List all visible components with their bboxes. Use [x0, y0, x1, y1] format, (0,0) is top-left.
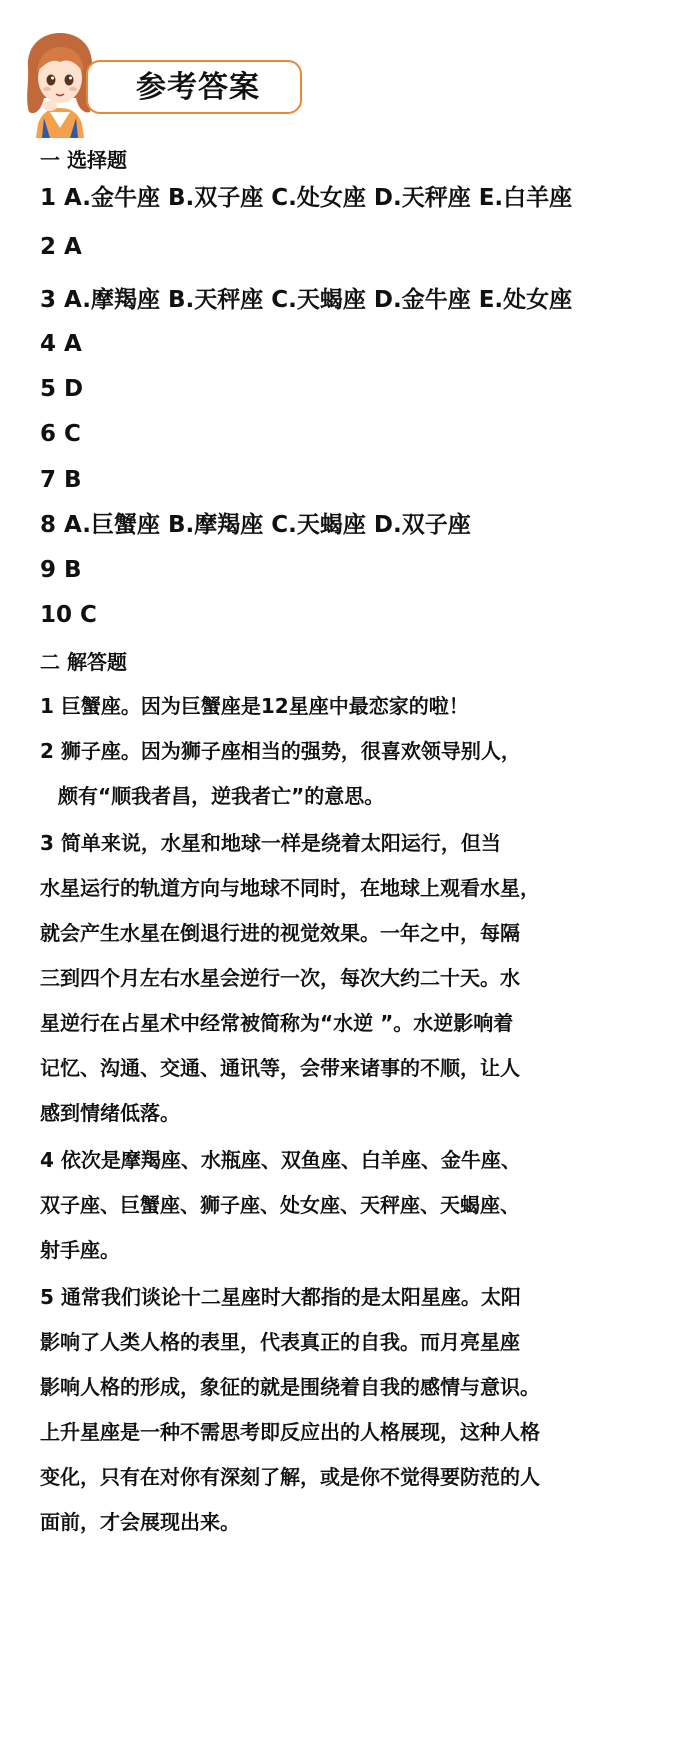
- essay-answer-3-line-3: 就会产生水星在倒退行进的视觉效果。一年之中，每隔: [40, 921, 520, 945]
- choice-answer-10: 10 C: [40, 602, 97, 628]
- page-title: 参考答案: [136, 70, 260, 105]
- choice-answer-4: 4 A: [40, 331, 82, 357]
- choice-answer-5: 5 D: [40, 376, 84, 402]
- essay-answer-3-line-6: 记忆、沟通、交通、通讯等，会带来诸事的不顺，让人: [40, 1056, 520, 1080]
- choice-answer-1: 1 A.金牛座 B.双子座 C.处女座 D.天秤座 E.白羊座: [40, 185, 573, 211]
- essay-answer-3-line-7: 感到情绪低落。: [40, 1101, 180, 1125]
- answer-header: [20, 28, 320, 138]
- essay-answer-4-line-2: 双子座、巨蟹座、狮子座、处女座、天秤座、天蝎座、: [40, 1193, 520, 1217]
- choice-answer-6: 6 C: [40, 421, 81, 447]
- essay-answer-3-line-4: 三到四个月左右水星会逆行一次，每次大约二十天。水: [40, 966, 520, 990]
- section-heading-essay: 二 解答题: [40, 650, 127, 674]
- essay-answer-1: 1 巨蟹座。因为巨蟹座是12星座中最恋家的啦！: [40, 694, 469, 718]
- essay-answer-3-line-1: 3 简单来说，水星和地球一样是绕着太阳运行，但当: [40, 831, 501, 855]
- choice-answer-7: 7 B: [40, 467, 82, 493]
- essay-answer-5-line-1: 5 通常我们谈论十二星座时大都指的是太阳星座。太阳: [40, 1285, 521, 1309]
- essay-answer-3-line-2: 水星运行的轨道方向与地球不同时，在地球上观看水星，: [40, 876, 540, 900]
- section-heading-choice: 一 选择题: [40, 148, 127, 172]
- essay-answer-5-line-2: 影响了人类人格的表里，代表真正的自我。而月亮星座: [40, 1330, 520, 1354]
- choice-answer-3: 3 A.摩羯座 B.天秤座 C.天蝎座 D.金牛座 E.处女座: [40, 287, 573, 313]
- essay-answer-4-line-1: 4 依次是摩羯座、水瓶座、双鱼座、白羊座、金牛座、: [40, 1148, 521, 1172]
- essay-answer-4-line-3: 射手座。: [40, 1238, 120, 1262]
- essay-answer-5-line-6: 面前，才会展现出来。: [40, 1510, 240, 1534]
- essay-answer-5-line-4: 上升星座是一种不需思考即反应出的人格展现，这种人格: [40, 1420, 540, 1444]
- choice-answer-8: 8 A.巨蟹座 B.摩羯座 C.天蝎座 D.双子座: [40, 512, 471, 538]
- essay-answer-5-line-5: 变化，只有在对你有深刻了解，或是你不觉得要防范的人: [40, 1465, 540, 1489]
- essay-answer-5-line-3: 影响人格的形成，象征的就是围绕着自我的感情与意识。: [40, 1375, 540, 1399]
- essay-answer-3-line-5: 星逆行在占星术中经常被简称为“水逆 ”。水逆影响着: [40, 1011, 514, 1035]
- essay-answer-2-line-1: 2 狮子座。因为狮子座相当的强势，很喜欢领导别人，: [40, 739, 521, 763]
- essay-answer-2-line-2: 颇有“顺我者昌，逆我者亡”的意思。: [58, 784, 385, 808]
- choice-answer-2: 2 A: [40, 234, 82, 260]
- choice-answer-9: 9 B: [40, 557, 82, 583]
- title-box: [86, 60, 302, 114]
